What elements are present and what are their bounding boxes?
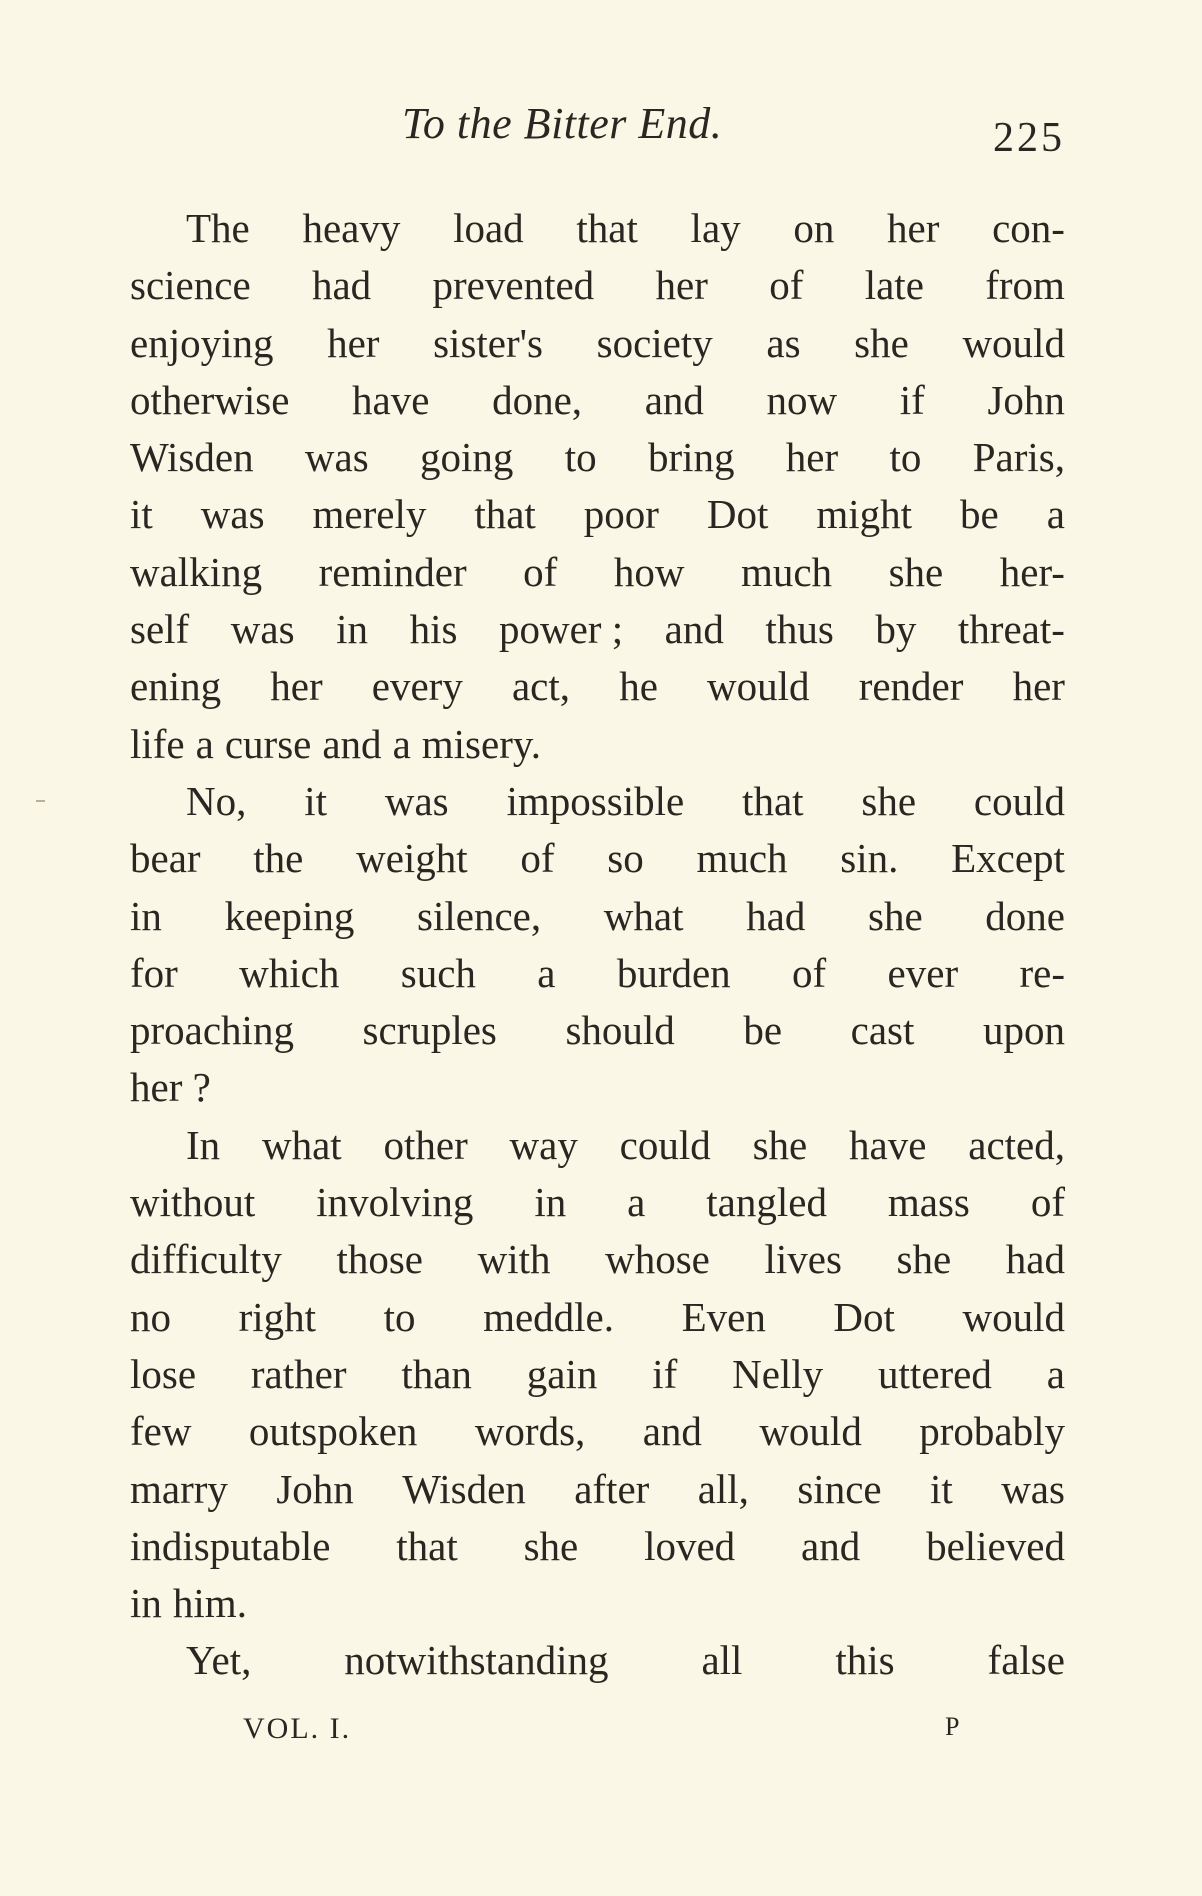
text-line	[130, 1289, 1065, 1346]
text-line	[130, 429, 1065, 486]
word: cast	[850, 1007, 915, 1054]
word: heavy	[302, 205, 401, 251]
word: keeping	[224, 892, 355, 939]
word: bear	[130, 835, 201, 882]
word: have	[849, 1121, 927, 1168]
word: her	[1012, 663, 1065, 710]
word: of	[792, 949, 827, 996]
word: prevented	[432, 262, 595, 309]
word: would	[962, 1293, 1065, 1340]
word: her	[785, 434, 839, 481]
word: silence,	[417, 892, 542, 939]
volume-label: VOL. I.	[243, 1712, 352, 1745]
paper-speck	[36, 800, 45, 802]
word: late	[864, 262, 924, 309]
word: by	[875, 606, 917, 653]
word: his	[409, 606, 458, 653]
word: a	[195, 720, 214, 767]
word: thus	[765, 606, 834, 653]
word: had	[311, 262, 372, 309]
word: him.	[172, 1580, 247, 1627]
word: her	[887, 205, 940, 251]
text-line	[130, 1461, 1065, 1518]
word: meddle.	[483, 1293, 615, 1340]
word: done	[985, 892, 1065, 939]
word: if	[652, 1350, 678, 1397]
word: bring	[647, 434, 735, 481]
word: sister's	[433, 319, 543, 366]
word: how	[613, 548, 685, 595]
word: lose	[130, 1350, 197, 1397]
word: was	[304, 434, 369, 481]
word: was	[200, 491, 265, 538]
word: loved	[644, 1522, 736, 1569]
text-line	[130, 830, 1065, 887]
word: Dot	[833, 1293, 895, 1340]
word: in	[130, 1580, 162, 1627]
word: marry	[130, 1465, 228, 1512]
word: a	[1046, 1350, 1065, 1397]
word: that	[576, 205, 638, 251]
word: this	[835, 1637, 895, 1684]
word: involving	[316, 1179, 474, 1226]
word: so	[607, 835, 644, 882]
word: since	[797, 1465, 882, 1512]
word: she	[867, 892, 923, 939]
word: now	[766, 376, 838, 423]
word: probably	[919, 1408, 1065, 1455]
word: power ;	[498, 606, 624, 653]
word: upon	[982, 1007, 1065, 1054]
text-line	[130, 1117, 1065, 1174]
signature-mark: P	[945, 1712, 962, 1741]
word: would	[962, 319, 1065, 366]
word: tangled	[706, 1179, 827, 1226]
word: rather	[250, 1350, 347, 1397]
word: could	[619, 1121, 711, 1168]
word: he	[619, 663, 658, 710]
word: uttered	[878, 1350, 992, 1397]
word: all	[701, 1637, 743, 1684]
word: could	[973, 777, 1065, 824]
word: other	[383, 1121, 468, 1168]
word: had	[1005, 1236, 1065, 1283]
word: on	[793, 205, 835, 251]
text-line	[130, 1231, 1065, 1288]
word: and	[644, 376, 704, 423]
word: no	[130, 1293, 171, 1340]
word: load	[453, 205, 524, 251]
word: if	[899, 376, 925, 423]
word: weight	[356, 835, 468, 882]
word: way	[509, 1121, 578, 1168]
word: science	[130, 262, 251, 309]
word: was	[384, 777, 449, 824]
word: life	[130, 720, 185, 767]
word: her-	[999, 548, 1065, 595]
word: sin.	[840, 835, 899, 882]
word: outspoken	[248, 1408, 418, 1455]
word: otherwise	[130, 376, 290, 423]
text-line	[130, 773, 1065, 830]
word: and	[664, 606, 724, 653]
word: gain	[526, 1350, 598, 1397]
word: would	[707, 663, 810, 710]
word: to	[889, 434, 922, 481]
word: act,	[511, 663, 571, 710]
word: right	[238, 1293, 317, 1340]
text-line	[130, 601, 1065, 658]
word: false	[987, 1637, 1065, 1684]
word: from	[985, 262, 1065, 309]
word: she	[752, 1121, 808, 1168]
word: to	[564, 434, 597, 481]
word: would	[759, 1408, 862, 1455]
word: John	[276, 1465, 354, 1512]
word: her	[655, 262, 708, 309]
word: she	[861, 777, 917, 824]
word: Nelly	[732, 1350, 824, 1397]
word: mass	[887, 1179, 970, 1226]
word: In	[186, 1121, 221, 1168]
word: John	[987, 376, 1065, 423]
word: those	[336, 1236, 423, 1283]
word: Wisden	[130, 434, 254, 481]
text-line	[130, 888, 1065, 945]
word: after	[574, 1465, 650, 1512]
word: and	[322, 720, 382, 767]
word: threat-	[957, 606, 1065, 653]
text-line	[130, 315, 1065, 372]
word: lives	[764, 1236, 842, 1283]
word: that	[396, 1522, 458, 1569]
text-line	[130, 1002, 1065, 1059]
word: in	[336, 606, 368, 653]
text-line	[130, 200, 1065, 257]
word: of	[1030, 1179, 1065, 1226]
word: The	[186, 205, 250, 251]
word: it	[304, 777, 328, 824]
text-line	[130, 1174, 1065, 1231]
word: misery.	[421, 720, 541, 767]
word: without	[130, 1179, 256, 1226]
word: be	[743, 1007, 783, 1054]
word: should	[565, 1007, 675, 1054]
text-line	[130, 658, 1065, 715]
word: and	[801, 1522, 861, 1569]
word: the	[253, 835, 304, 882]
word: curse	[224, 720, 312, 767]
word: whose	[605, 1236, 710, 1283]
word: walking	[130, 548, 263, 595]
text-line	[130, 1059, 1065, 1116]
word: lay	[690, 205, 741, 251]
word: difficulty	[130, 1236, 282, 1283]
text-line	[130, 1403, 1065, 1460]
word: done,	[492, 376, 583, 423]
word: she	[854, 319, 909, 366]
word: had	[746, 892, 806, 939]
word: going	[420, 434, 514, 481]
body-text	[130, 200, 1065, 1690]
word: her ?	[130, 1064, 211, 1111]
word: such	[400, 949, 476, 996]
word: words,	[474, 1408, 586, 1455]
word: that	[474, 491, 536, 538]
word: what	[603, 892, 684, 939]
word: of	[523, 548, 558, 595]
word: Paris,	[972, 434, 1065, 481]
word: her	[327, 319, 380, 366]
word: impossible	[506, 777, 685, 824]
word: Wisden	[402, 1465, 526, 1512]
text-line	[130, 945, 1065, 1002]
word: con-	[992, 205, 1065, 251]
word: every	[371, 663, 463, 710]
word: all,	[697, 1465, 749, 1512]
word: a	[392, 720, 411, 767]
word: in	[130, 892, 162, 939]
word: enjoying	[130, 319, 274, 366]
text-line	[130, 1575, 1065, 1632]
word: believed	[926, 1522, 1065, 1569]
word: self	[130, 606, 190, 653]
text-line	[130, 486, 1065, 543]
word: be	[960, 491, 999, 538]
text-line	[130, 1632, 1065, 1689]
word: reminder	[318, 548, 467, 595]
word: Even	[681, 1293, 766, 1340]
word: and	[642, 1408, 702, 1455]
signature-line	[130, 1712, 1065, 1762]
word: Except	[951, 835, 1065, 882]
text-line	[130, 372, 1065, 429]
word: render	[858, 663, 964, 710]
word: Dot	[706, 491, 769, 538]
word: with	[477, 1236, 551, 1283]
text-line	[130, 1346, 1065, 1403]
word: a	[1046, 491, 1065, 538]
word: what	[261, 1121, 342, 1168]
word: have	[352, 376, 430, 423]
word: in	[534, 1179, 567, 1226]
word: much	[740, 548, 833, 595]
text-line	[130, 1518, 1065, 1575]
word: it	[130, 491, 153, 538]
text-line	[130, 544, 1065, 601]
word: which	[239, 949, 340, 996]
word: she	[523, 1522, 579, 1569]
running-head	[130, 98, 1065, 168]
text-line	[130, 257, 1065, 314]
word: No,	[186, 777, 247, 824]
word: acted,	[968, 1121, 1065, 1168]
word: for	[130, 949, 178, 996]
word: scruples	[362, 1007, 497, 1054]
word: re-	[1019, 949, 1065, 996]
word: to	[383, 1293, 416, 1340]
word: her	[270, 663, 323, 710]
word: burden	[616, 949, 731, 996]
word: poor	[583, 491, 659, 538]
word: was	[1001, 1465, 1065, 1512]
word: it	[930, 1465, 953, 1512]
running-title: To the Bitter End.	[402, 99, 723, 148]
word: proaching	[130, 1007, 294, 1054]
text-line	[130, 716, 1065, 773]
word: a	[627, 1179, 646, 1226]
word: might	[816, 491, 913, 538]
word: merely	[312, 491, 427, 538]
word: notwithstanding	[344, 1637, 609, 1684]
word: that	[742, 777, 804, 824]
word: indisputable	[130, 1522, 331, 1569]
word: was	[230, 606, 295, 653]
word: of	[520, 835, 555, 882]
word: much	[696, 835, 788, 882]
word: ever	[887, 949, 959, 996]
word: she	[896, 1236, 952, 1283]
word: of	[769, 262, 804, 309]
word: than	[401, 1350, 472, 1397]
word: ening	[130, 663, 222, 710]
word: Yet,	[186, 1637, 252, 1684]
page-number: 225	[993, 115, 1065, 161]
word: she	[888, 548, 944, 595]
word: a	[537, 949, 556, 996]
word: as	[766, 319, 801, 366]
word: society	[596, 319, 713, 366]
word: few	[130, 1408, 192, 1455]
